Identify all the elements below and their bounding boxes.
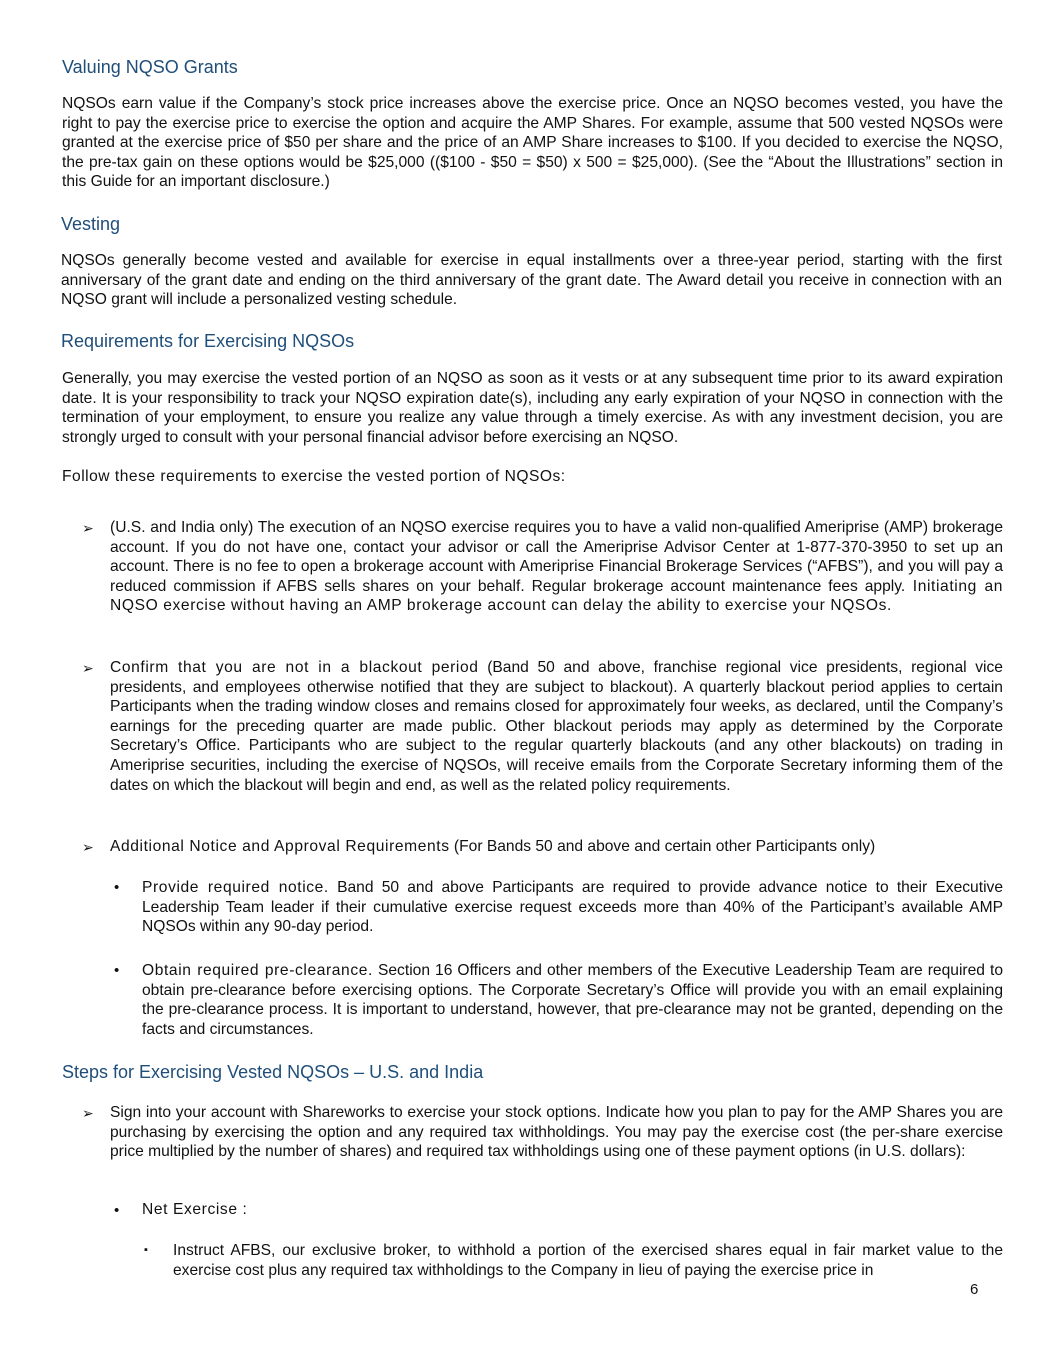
paragraph-requirements: Generally, you may exercise the vested portion of an NQSO as soon as it vests or at any subsequent time prior to its award expiration date. It is your responsibility to track your NQSO expiration date(s), including any early expiration of your NQSO in connection with the termination of your employment, to ensure you realize any value through a timely exercise. As with any investment decision, you are strongly urged to consult with your personal financial advisor before exercising an NQSO. [62,370,1003,446]
heading-vesting: Vesting [61,214,121,234]
requirement-item [110,658,1003,795]
requirement-item [110,518,1003,616]
requirement-subitem-text: Band 50 and above Participants are required to provide advance notice to their Executive Leadership Team leader if their cumulative exercise request exceeds more than 40% of the Participant’s available AMP NQSOs within any 90-day period. [142,879,1003,936]
paragraph-valuing: NQSOs earn value if the Company’s stock price increases above the exercise price. Once an NQSO becomes vested, you have the right to pay the exercise price to exercise the option and acquire the AMP Shares. For example, assume that 500 vested NQSOs were granted at the exercise price of $50 per share and the price of an AMP Share increases to $100. If you decided to exercise the NQSO, the pre-tax gain on these options would be $25,000 (($100 - $50 = $50) x 500 = $25,000). (See the “About the Illustrations” section in this Guide for an important disclosure.) [62,95,1003,191]
requirement-item-lead: Additional Notice and Approval Requirements [110,838,450,855]
steps-item: Sign into your account with Shareworks to exercise your stock options. Indicate how you plan to pay for the AMP Shares you are purchasing by exercising the option and any required tax withholdings. You may pay the exercise cost (the per-share exercise price multiplied by the number of shares) and required tax withholdings using one of these payment options (in U.S. dollars): [110,1104,1003,1161]
requirement-subitem [142,878,1003,937]
arrow-bullet-icon: ➢ [82,660,94,676]
requirement-item-text: (Band 50 and above, franchise regional vice presidents, regional vice presidents, and employees otherwise notified that they are subject to blackout). A quarterly blackout period applies to certain Participants when the trading window closes and remains closed for approximately four weeks, as declared, until the Company’s earnings for the preceding quarter are made public. Other blackout periods may apply as determined by the Corporate Secretary’s Office. Participants who are subject to the regular quarterly blackouts (and any other blackouts) on trading in Ameriprise securities, including the exercise of NQSOs, will receive emails from the Corporate Secretary informing them of the dates on which the blackout will begin and end, as well as the related policy requirements. [110,659,1003,794]
requirement-subitem-lead: Obtain required pre-clearance. [142,962,373,979]
bullet-icon: • [114,879,120,896]
arrow-bullet-icon: ➢ [82,839,94,855]
bullet-icon: • [114,1202,120,1219]
requirement-item-text: (For Bands 50 and above and certain other Participants only) [449,838,876,855]
heading-requirements: Requirements for Exercising NQSOs [61,331,355,351]
heading-steps: Steps for Exercising Vested NQSOs – U.S. and India [62,1062,484,1082]
requirement-item-tail: Initiating an NQSO exercise without having an AMP brokerage account can delay the ability to exercise your NQSOs. [110,577,1003,615]
requirement-item-lead: Confirm that you are not in a blackout period [110,659,479,676]
requirement-subitem-text: Section 16 Officers and other members of the Executive Leadership Team are required to obtain pre-clearance before exercising options. The Corporate Secretary’s Office will provide you with an email explaining the pre-clearance process. It is important to understand, however, that pre-clearance may not be granted, depending on the facts and circumstances. [142,962,1003,1038]
steps-subsubitem: Instruct AFBS, our exclusive broker, to withhold a portion of the exercised shares equal in fair market value to the exercise cost plus any required tax withholdings to the Company in lieu of paying the exercise price in [173,1242,1003,1279]
arrow-bullet-icon: ➢ [82,1105,94,1121]
requirement-item-text: (U.S. and India only) The execution of an NQSO exercise requires you to have a valid non-qualified Ameriprise (AMP) brokerage account. If you do not have one, contact your advisor or call the Ameriprise Advisor Center at 1-877-370-3950 to set up an account. There is no fee to open a brokerage account with Ameriprise Financial Brokerage Services (“AFBS”), and you will pay a reduced commission if AFBS sells shares on your behalf. Regular brokerage account maintenance fees apply. [110,519,1003,595]
requirement-item [110,837,1003,857]
requirement-subitem [142,961,1003,1039]
paragraph-vesting: NQSOs generally become vested and available for exercise in equal installments over a three-year period, starting with the first anniversary of the grant date and ending on the third anniversary of the grant date. The Award detail you receive in connection with an NQSO grant will include a personalized vesting schedule. [61,252,1002,309]
heading-valuing-nqso-grants: Valuing NQSO Grants [62,57,238,77]
requirements-intro: Follow these requirements to exercise the vested portion of NQSOs: [62,468,566,485]
requirement-subitem-lead: Provide required notice. [142,879,329,896]
steps-subitem: Net Exercise : [142,1201,248,1218]
page-number: 6 [970,1281,979,1298]
arrow-bullet-icon: ➢ [82,520,94,536]
square-bullet-icon: ▪ [144,1244,148,1256]
bullet-icon: • [114,962,120,979]
